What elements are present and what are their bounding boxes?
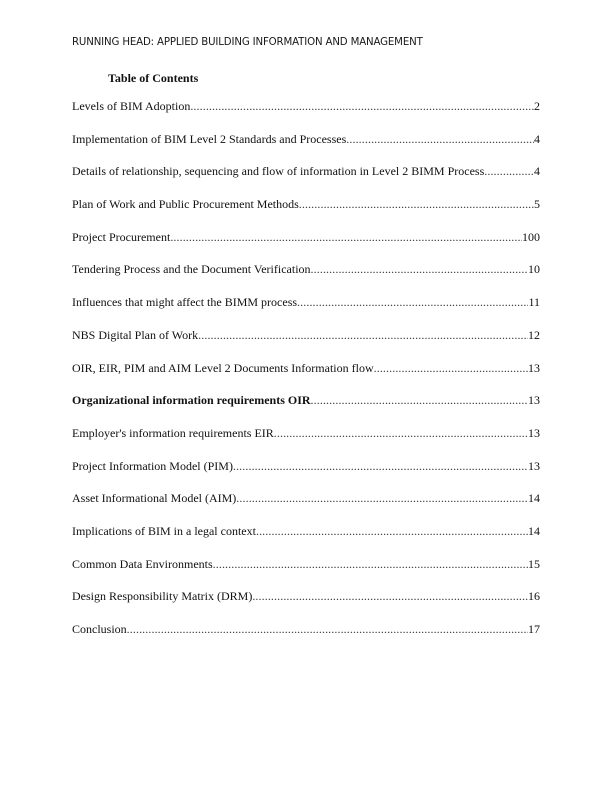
dot-leader xyxy=(311,261,528,277)
dot-leader xyxy=(252,588,528,604)
dot-leader xyxy=(299,196,534,212)
toc-entry-label: Implementation of BIM Level 2 Standards and Processes xyxy=(72,131,347,146)
toc-entry-label: Tendering Process and the Document Verification xyxy=(72,262,311,277)
toc-entry-asset-informational-model[interactable] xyxy=(72,490,540,523)
toc-entry-implications-legal-context[interactable] xyxy=(72,523,540,556)
toc-entry-page: 13 xyxy=(528,393,540,408)
toc-entry-page: 17 xyxy=(528,622,540,636)
toc-entry-employers-information-requirements[interactable] xyxy=(72,425,540,458)
toc-entry-page: 12 xyxy=(528,327,540,342)
toc-entry-page: 10 xyxy=(528,262,540,277)
dot-leader xyxy=(236,490,528,506)
toc-entry-label: Project Procurement xyxy=(72,229,171,244)
toc-entry-page: 2 xyxy=(534,99,540,113)
dot-leader xyxy=(256,523,528,539)
toc-entry-plan-of-work[interactable] xyxy=(72,196,540,229)
toc-entry-label: OIR, EIR, PIM and AIM Level 2 Documents Information flow xyxy=(72,360,374,375)
toc-entry-page: 100 xyxy=(522,229,540,244)
dot-leader xyxy=(311,392,528,408)
toc-entry-nbs-digital-plan[interactable] xyxy=(72,327,540,360)
toc-entry-levels-of-bim-adoption[interactable] xyxy=(72,98,540,131)
toc-entry-page: 4 xyxy=(534,131,540,146)
dot-leader xyxy=(127,621,528,637)
toc-entry-details-of-relationship[interactable] xyxy=(72,163,540,196)
toc-list xyxy=(72,98,540,654)
dot-leader xyxy=(213,556,528,572)
toc-entry-implementation-of-bim-level-2[interactable] xyxy=(72,131,540,164)
toc-entry-label: Conclusion xyxy=(72,622,127,636)
toc-entry-label: Influences that might affect the BIMM process xyxy=(72,295,298,310)
toc-entry-oir-eir-pim-aim[interactable] xyxy=(72,360,540,393)
toc-entry-label: Employer's information requirements EIR xyxy=(72,425,274,440)
toc-entry-design-responsibility-matrix[interactable] xyxy=(72,588,540,621)
dot-leader xyxy=(170,229,522,245)
toc-entry-page: 4 xyxy=(534,164,540,179)
toc-entry-page: 13 xyxy=(528,458,540,473)
dot-leader xyxy=(190,98,534,114)
running-head: RUNNING HEAD: APPLIED BUILDING INFORMATION AND MANAGEMENT xyxy=(72,37,423,48)
toc-entry-label: Details of relationship, sequencing and flow of information in Level 2 BIMM Process xyxy=(72,164,485,179)
toc-entry-label: Levels of BIM Adoption xyxy=(72,99,191,113)
toc-entry-common-data-environments[interactable] xyxy=(72,556,540,589)
toc-entry-page: 11 xyxy=(528,295,540,310)
toc-entry-page: 13 xyxy=(528,425,540,440)
toc-entry-label: Organizational information requirements OIR xyxy=(72,393,311,408)
toc-entry-page: 13 xyxy=(528,360,540,375)
dot-leader xyxy=(233,458,528,474)
toc-title: Table of Contents xyxy=(108,71,199,85)
toc-entry-label: Implications of BIM in a legal context xyxy=(72,523,256,538)
dot-leader xyxy=(198,327,528,343)
toc-entry-conclusion[interactable] xyxy=(72,621,540,654)
toc-entry-label: NBS Digital Plan of Work xyxy=(72,327,199,342)
toc-entry-label: Plan of Work and Public Procurement Methods xyxy=(72,197,299,212)
toc-entry-page: 15 xyxy=(528,556,540,571)
toc-entry-label: Project Information Model (PIM) xyxy=(72,458,233,473)
toc-entry-label: Common Data Environments xyxy=(72,556,213,571)
toc-entry-tendering-process[interactable] xyxy=(72,261,540,294)
dot-leader xyxy=(374,360,528,376)
toc-entry-page: 5 xyxy=(534,197,540,212)
dot-leader xyxy=(484,163,534,179)
dot-leader xyxy=(297,294,528,310)
toc-entry-influences-bimm[interactable] xyxy=(72,294,540,327)
toc-entry-organizational-information-requirements[interactable] xyxy=(72,392,540,425)
toc-entry-label: Asset Informational Model (AIM) xyxy=(72,491,237,506)
toc-entry-project-information-model[interactable] xyxy=(72,458,540,491)
dot-leader xyxy=(274,425,528,441)
toc-entry-page: 16 xyxy=(528,589,540,604)
toc-entry-page: 14 xyxy=(528,491,540,506)
toc-entry-project-procurement[interactable] xyxy=(72,229,540,262)
toc-entry-page: 14 xyxy=(528,523,540,538)
dot-leader xyxy=(346,131,534,147)
toc-entry-label: Design Responsibility Matrix (DRM) xyxy=(72,589,253,604)
